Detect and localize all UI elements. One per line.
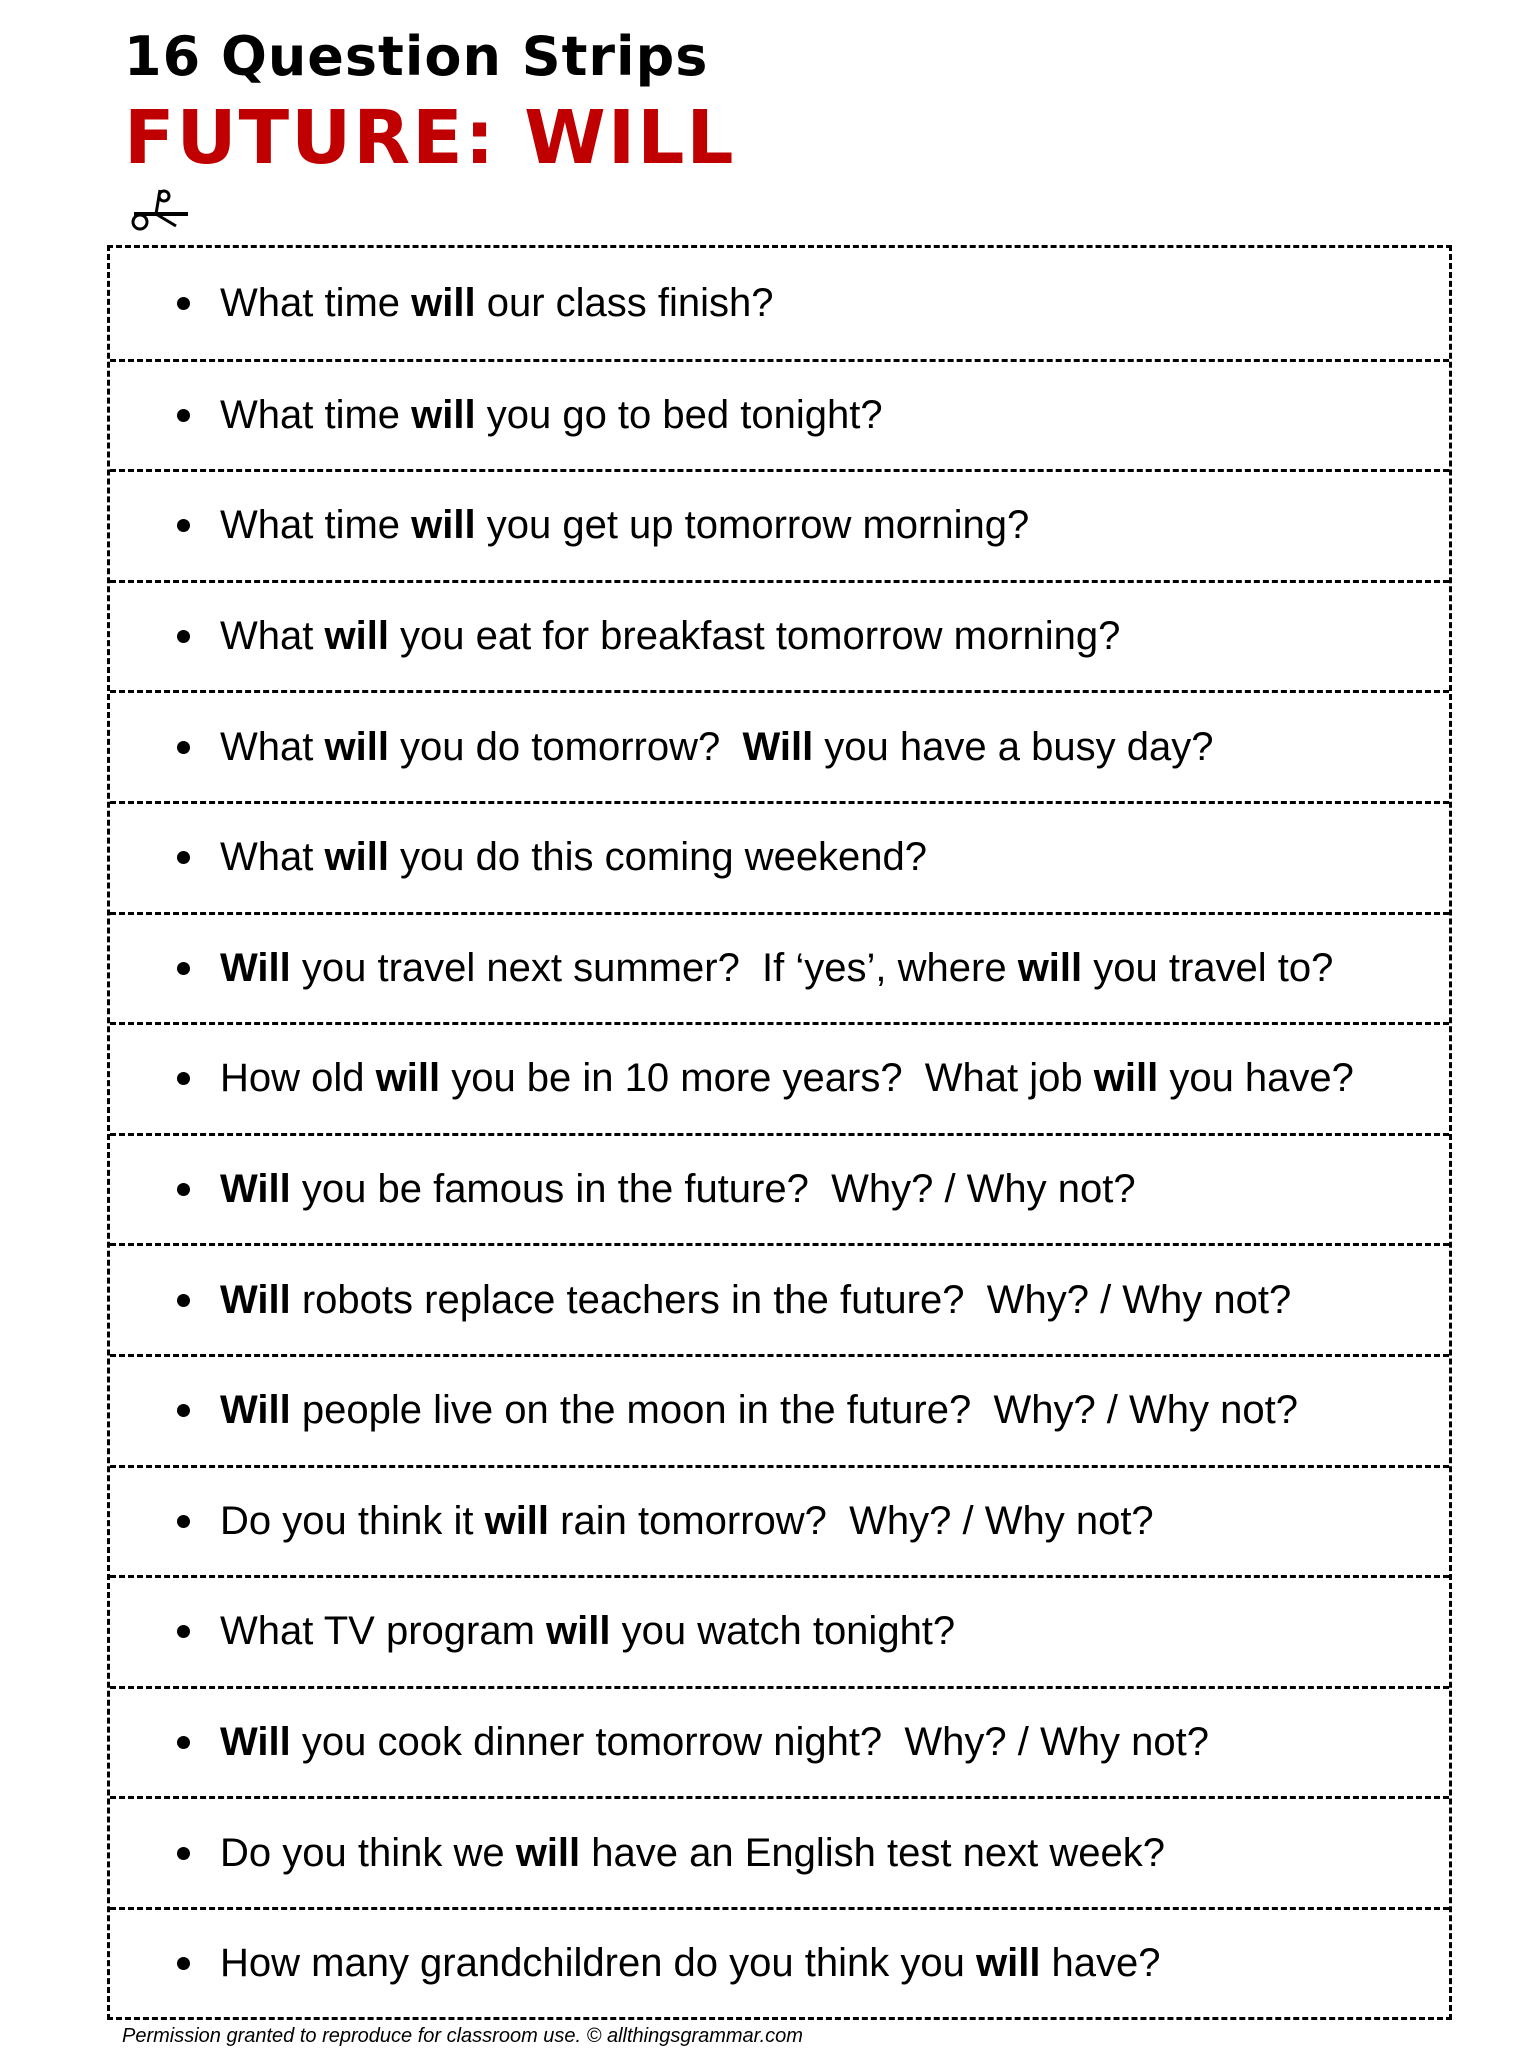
question-fragment: What TV program xyxy=(220,1609,547,1654)
question-fragment: you do this coming weekend? xyxy=(388,835,928,880)
bold-will: Will xyxy=(220,1167,291,1212)
question-text xyxy=(220,1388,1298,1433)
question-fragment: What xyxy=(220,835,325,880)
question-fragment: our class finish? xyxy=(475,280,774,325)
bullet-icon xyxy=(177,1847,190,1860)
question-fragment: What time xyxy=(220,503,412,548)
question-strip xyxy=(110,1465,1449,1576)
question-strip xyxy=(110,1907,1449,2018)
question-text xyxy=(220,1499,1154,1544)
question-fragment: you have a busy day? xyxy=(813,724,1214,769)
question-text xyxy=(220,946,1333,991)
question-fragment: How many grandchildren do you think you xyxy=(220,1941,976,1986)
question-fragment: rain tomorrow? Why? / Why not? xyxy=(549,1498,1154,1543)
question-fragment: you do tomorrow? xyxy=(388,724,743,769)
bold-will: Will xyxy=(742,724,814,769)
question-fragment: What time xyxy=(220,392,412,437)
question-text xyxy=(220,614,1120,659)
bold-will: will xyxy=(324,835,389,880)
question-strip xyxy=(110,912,1449,1023)
worksheet-heading: 16 Question Strips xyxy=(124,25,709,88)
question-strip xyxy=(110,359,1449,470)
question-fragment: you be in 10 more years? What job xyxy=(440,1056,1094,1101)
bullet-icon xyxy=(177,1294,190,1307)
bullet-icon xyxy=(177,1957,190,1970)
bold-will: Will xyxy=(220,1277,291,1322)
bullet-icon xyxy=(177,741,190,754)
bold-will: will xyxy=(411,392,476,437)
bullet-icon xyxy=(177,297,190,310)
question-strip xyxy=(110,1133,1449,1244)
question-strip xyxy=(110,1796,1449,1907)
question-fragment: have an English test next week? xyxy=(580,1830,1165,1875)
question-fragment: Do you think it xyxy=(220,1498,485,1543)
bullet-icon xyxy=(177,409,190,422)
question-text xyxy=(220,1278,1291,1323)
question-fragment: you go to bed tonight? xyxy=(475,392,883,437)
question-fragment: What time xyxy=(220,280,412,325)
bold-will: will xyxy=(324,724,389,769)
question-fragment: you eat for breakfast tomorrow morning? xyxy=(388,614,1121,659)
bullet-icon xyxy=(177,1736,190,1749)
question-text xyxy=(220,503,1029,548)
question-strip xyxy=(110,580,1449,691)
question-text xyxy=(220,1609,955,1654)
scissors-icon xyxy=(126,184,196,234)
question-fragment: How old xyxy=(220,1056,376,1101)
question-fragment: What xyxy=(220,724,325,769)
question-fragment: you get up tomorrow morning? xyxy=(475,503,1030,548)
bullet-icon xyxy=(177,1404,190,1417)
bold-will: Will xyxy=(220,1720,291,1765)
question-strip xyxy=(110,1575,1449,1686)
question-strip xyxy=(110,469,1449,580)
question-fragment: you travel to? xyxy=(1082,945,1334,990)
question-fragment: robots replace teachers in the future? Why? / Why not? xyxy=(290,1277,1292,1322)
question-strip xyxy=(110,690,1449,801)
permission-footer: Permission granted to reproduce for classroom use. © allthingsgrammar.com xyxy=(122,2025,803,2047)
question-fragment: Do you think we xyxy=(220,1830,516,1875)
question-strip xyxy=(110,248,1449,359)
question-text xyxy=(220,1056,1354,1101)
question-text xyxy=(220,1167,1136,1212)
question-fragment: you watch tonight? xyxy=(610,1609,956,1654)
question-strips xyxy=(107,245,1452,2020)
question-strip xyxy=(110,1022,1449,1133)
bullet-icon xyxy=(177,630,190,643)
bold-will: Will xyxy=(220,1388,291,1433)
bullet-icon xyxy=(177,1183,190,1196)
bullet-icon xyxy=(177,851,190,864)
bold-will: will xyxy=(411,503,476,548)
bold-will: will xyxy=(484,1498,550,1543)
bullet-icon xyxy=(177,962,190,975)
question-text xyxy=(220,393,883,438)
question-strip xyxy=(110,1686,1449,1797)
question-text xyxy=(220,281,774,326)
question-text xyxy=(220,725,1213,770)
bold-will: will xyxy=(324,614,389,659)
question-strip xyxy=(110,1243,1449,1354)
question-fragment: you travel next summer? If ‘yes’, where xyxy=(290,945,1018,990)
bullet-icon xyxy=(177,1625,190,1638)
question-text xyxy=(220,835,927,880)
bold-will: will xyxy=(375,1056,441,1101)
question-strip xyxy=(110,1354,1449,1465)
bold-will: will xyxy=(515,1830,581,1875)
question-fragment: people live on the moon in the future? Why? / Why not? xyxy=(290,1388,1298,1433)
bullet-icon xyxy=(177,519,190,532)
bold-will: will xyxy=(1017,945,1083,990)
question-fragment: you cook dinner tomorrow night? Why? / Why not? xyxy=(290,1720,1209,1765)
question-text xyxy=(220,1941,1161,1986)
question-fragment: have? xyxy=(1040,1941,1161,1986)
bullet-icon xyxy=(177,1515,190,1528)
question-text xyxy=(220,1720,1209,1765)
bold-will: Will xyxy=(220,945,291,990)
question-fragment: you have? xyxy=(1158,1056,1354,1101)
bold-will: will xyxy=(1093,1056,1159,1101)
question-strip xyxy=(110,801,1449,912)
bold-will: will xyxy=(411,280,476,325)
bold-will: will xyxy=(975,1941,1041,1986)
question-fragment: you be famous in the future? Why? / Why not? xyxy=(290,1167,1136,1212)
question-text xyxy=(220,1831,1165,1876)
question-fragment: What xyxy=(220,614,325,659)
worksheet-title: FUTURE: WILL xyxy=(124,95,736,181)
bold-will: will xyxy=(546,1609,611,1654)
bullet-icon xyxy=(177,1072,190,1085)
